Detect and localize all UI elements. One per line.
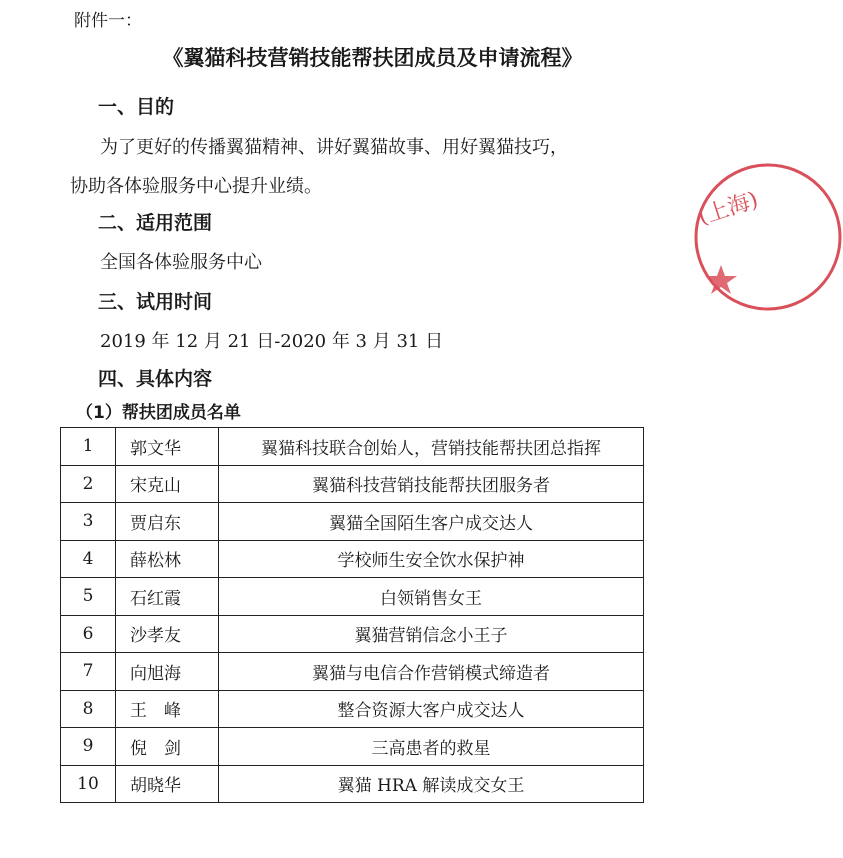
member-number: 4 [61, 540, 116, 578]
member-role: 白领销售女王 [219, 578, 644, 616]
trial-period-text: 2019 年 12 月 21 日-2020 年 3 月 31 日 [100, 331, 444, 352]
member-role: 整合资源大客户成交达人 [219, 690, 644, 728]
member-table [60, 427, 644, 803]
member-role: 翼猫全国陌生客户成交达人 [219, 503, 644, 541]
member-role: 翼猫科技营销技能帮扶团服务者 [219, 465, 644, 503]
member-role: 翼猫与电信合作营销模式缔造者 [219, 653, 644, 691]
member-number: 5 [61, 578, 116, 616]
section-heading-purpose: 一、目的 [98, 96, 175, 118]
section-heading-scope: 二、适用范围 [98, 212, 213, 234]
member-role: 翼猫 HRA 解读成交女王 [219, 765, 644, 803]
member-name: 倪 剑 [116, 728, 219, 766]
member-name: 向旭海 [116, 653, 219, 691]
member-number: 8 [61, 690, 116, 728]
member-name: 贾启东 [116, 503, 219, 541]
member-name: 薛松林 [116, 540, 219, 578]
member-name: 郭文华 [116, 428, 219, 466]
member-number: 1 [61, 428, 116, 466]
purpose-line-1: 为了更好的传播翼猫精神、讲好翼猫故事、用好翼猫技巧， [100, 137, 568, 158]
official-seal [693, 162, 843, 312]
member-role: 学校师生安全饮水保护神 [219, 540, 644, 578]
table-row [61, 690, 644, 728]
table-row [61, 578, 644, 616]
member-name: 胡晓华 [116, 765, 219, 803]
member-name: 宋克山 [116, 465, 219, 503]
purpose-line-2: 协助各体验服务中心提升业绩。 [70, 176, 322, 197]
table-row [61, 765, 644, 803]
member-list-title: （1）帮扶团成员名单 [76, 403, 241, 423]
member-role: 翼猫科技联合创始人，营销技能帮扶团总指挥 [219, 428, 644, 466]
section-heading-trial-period: 三、试用时间 [98, 291, 213, 313]
table-row [61, 540, 644, 578]
member-number: 2 [61, 465, 116, 503]
member-number: 3 [61, 503, 116, 541]
table-row [61, 503, 644, 541]
member-name: 王 峰 [116, 690, 219, 728]
table-row [61, 615, 644, 653]
section-heading-content: 四、具体内容 [98, 368, 213, 390]
member-name: 沙孝友 [116, 615, 219, 653]
table-row [61, 465, 644, 503]
document-title: 《翼猫科技营销技能帮扶团成员及申请流程》 [162, 46, 583, 70]
member-number: 6 [61, 615, 116, 653]
member-number: 7 [61, 653, 116, 691]
table-row [61, 428, 644, 466]
table-row [61, 653, 644, 691]
seal-text: (上海) [695, 187, 762, 231]
attachment-label: 附件一： [74, 11, 142, 31]
table-row [61, 728, 644, 766]
member-name: 石红霞 [116, 578, 219, 616]
member-role: 三高患者的救星 [219, 728, 644, 766]
member-role: 翼猫营销信念小王子 [219, 615, 644, 653]
member-number: 10 [61, 765, 116, 803]
scope-text: 全国各体验服务中心 [100, 252, 262, 273]
member-number: 9 [61, 728, 116, 766]
